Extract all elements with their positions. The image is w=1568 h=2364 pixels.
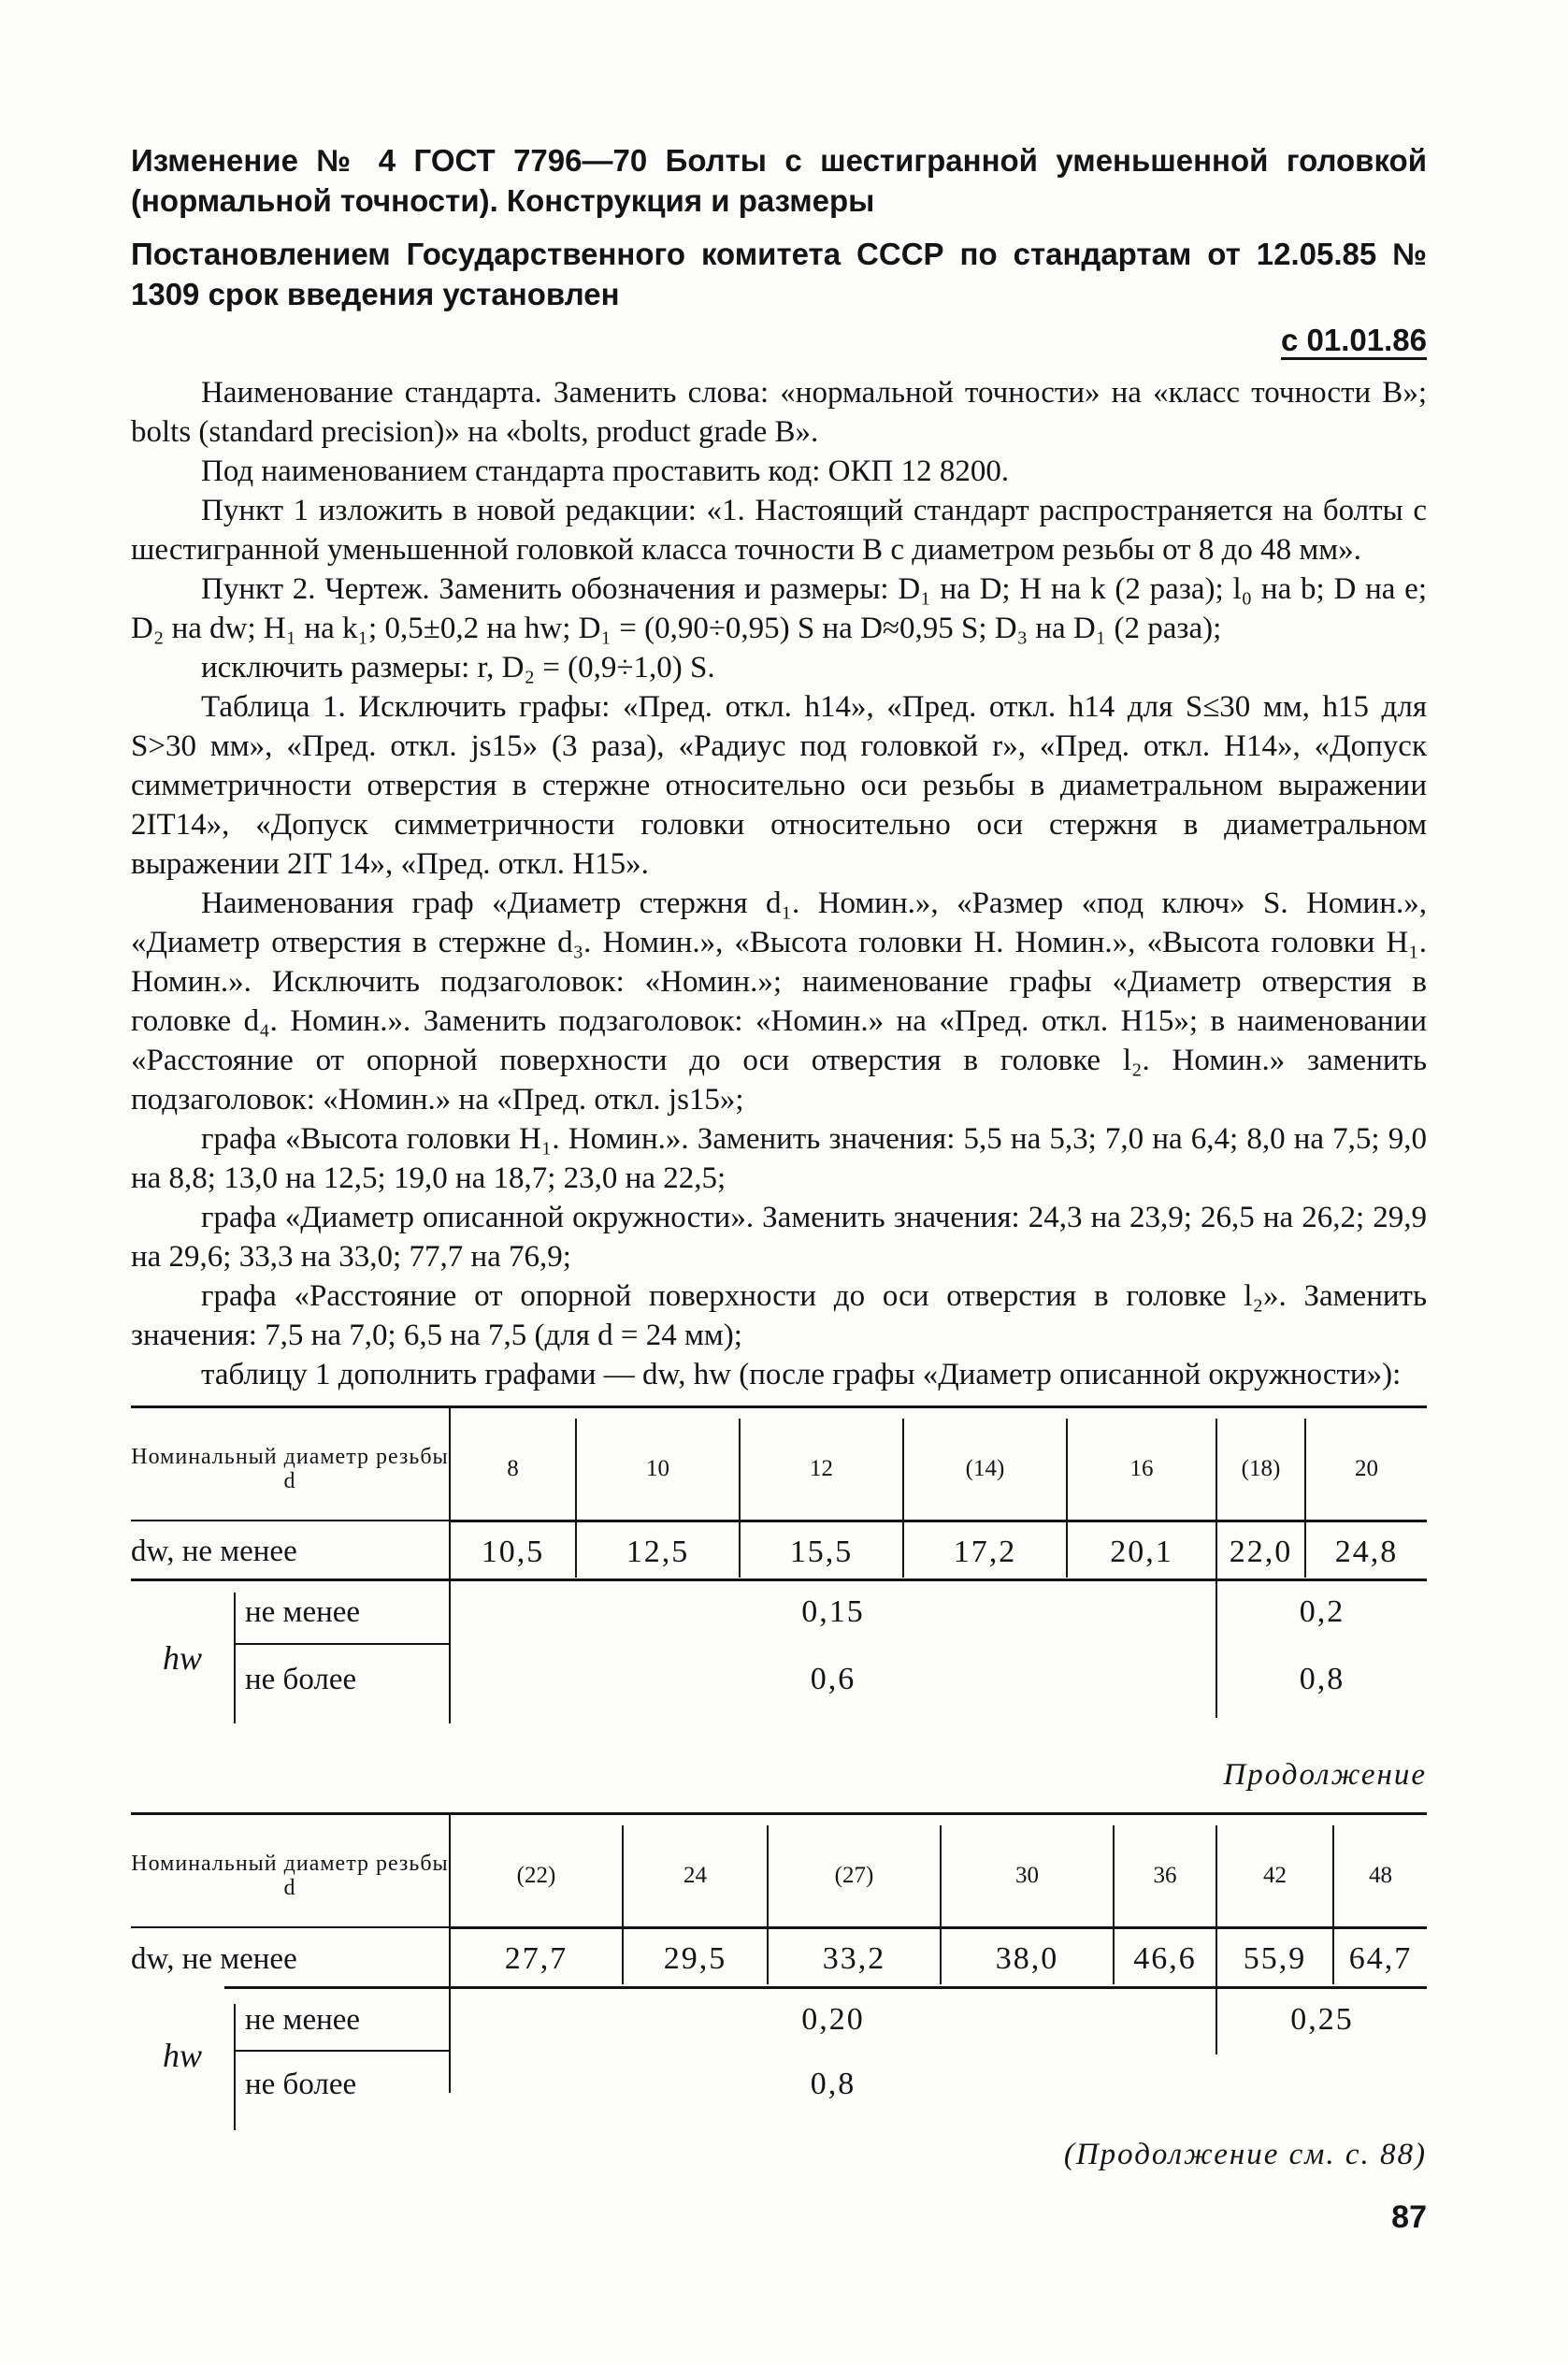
hw-min-label: не менее (245, 2002, 361, 2037)
paragraph: графа «Расстояние от опорной поверхности до оси отверстия в головке l₂». Заменить значения: 7,5 на 7,0; 6,5 на 7,5 (для d = 24 мм); (131, 1279, 1427, 1352)
diameter-cell: (18) (1241, 1456, 1281, 1481)
decree-text: Постановлением Государственного комитета СССР по стандартам от 12.05.85 № 1309 срок введения установлен (131, 237, 1427, 311)
hw-max-label: не более (245, 2067, 357, 2101)
continuation-note: (Продолжение см. с. 88) (1063, 2138, 1427, 2171)
hw-min-label: не менее (245, 1594, 361, 1629)
diameter-cell: 42 (1263, 1863, 1287, 1888)
dw-value: 55,9 (1243, 1941, 1307, 1976)
header-nominal-diameter: Номинальный диаметр резьбы d (131, 1445, 449, 1493)
hw-row-label: hw (162, 1639, 202, 1677)
hw-max-value: 0,8 (810, 2067, 856, 2101)
hw-min-value: 0,20 (801, 2002, 865, 2037)
page-number: 87 (1391, 2199, 1427, 2235)
header-nominal-diameter: Номинальный диаметр резьбы d (131, 1852, 449, 1900)
hw-min-value: 0,25 (1290, 2002, 1354, 2037)
dw-value: 64,7 (1348, 1941, 1413, 1976)
diameter-cell: 36 (1153, 1863, 1177, 1888)
paragraph: Пункт 2. Чертеж. Заменить обозначения и размеры: D₁ на D; H на k (2 раза); l₀ на b; D на e; D₂ на dw; H₁ на k₁; 0,5±0,2 на hw; D₁ = (0,90÷0,95) S на D≈0,95 S; D₃ на D₁ (2 раза); (131, 572, 1427, 645)
hw-row-label: hw (162, 2037, 202, 2074)
diameter-cell: 48 (1369, 1863, 1392, 1888)
table-dw-hw-part1 (131, 1405, 1427, 1723)
dw-value: 22,0 (1229, 1534, 1293, 1569)
dw-value: 29,5 (663, 1941, 727, 1976)
paragraph: исключить размеры: r, D₂ = (0,9÷1,0) S. (201, 651, 715, 685)
paragraph: Наименование стандарта. Заменить слова: «нормальной точности» на «класс точности В»; bolts (standard precision)» на «bolts, product grade B». (131, 376, 1427, 449)
dw-value: 33,2 (822, 1941, 886, 1976)
dw-value: 15,5 (789, 1534, 854, 1569)
hw-min-value: 0,2 (1299, 1594, 1345, 1629)
dw-value: 17,2 (953, 1534, 1017, 1569)
dw-value: 20,1 (1110, 1534, 1173, 1569)
paragraph: графа «Диаметр описанной окружности». Заменить значения: 24,3 на 23,9; 26,5 на 26,2; 29,9 на 29,6; 33,3 на 33,0; 77,7 на 76,9; (131, 1201, 1427, 1274)
diameter-cell: (22) (516, 1863, 556, 1888)
amendment-title: Изменение № 4 ГОСТ 7796—70 Болты с шестигранной уменьшенной головкой (нормальной точности). Конструкция и размеры (131, 143, 1427, 218)
paragraph: графа «Высота головки H₁. Номин.». Заменить значения: 5,5 на 5,3; 7,0 на 6,4; 8,0 на 7,5; 9,0 на 8,8; 13,0 на 12,5; 19,0 на 18,7; 23,0 на 22,5; (131, 1122, 1427, 1195)
diameter-cell: 20 (1355, 1456, 1378, 1481)
hw-max-value: 0,8 (1299, 1662, 1345, 1696)
paragraph: Наименования граф «Диаметр стержня d₁. Номин.», «Размер «под ключ» S. Номин.», «Диаметр отверстия в стержне d₃. Номин.», «Высота головки H. Номин.», «Высота головки H₁. Номин.». Исключить подзаголовок: «Номин.»; наименование графы «Диаметр отверстия в головке d₄. Номин.». Заменить подзаголовок: «Номин.» на «Пред. откл. H15»; в наименовании «Расстояние от опорной поверхности до оси отверстия в головке l₂. Номин.» заменить подзаголовок: «Номин.» на «Пред. откл. js15»; (131, 886, 1427, 1117)
document-page (131, 140, 1427, 1394)
hw-max-label: не более (245, 1662, 357, 1696)
effective-date: с 01.01.86 (131, 320, 1427, 360)
hw-min-value: 0,15 (801, 1594, 865, 1629)
dw-value: 38,0 (995, 1941, 1059, 1976)
dw-row-label: dw, не менее (131, 1941, 297, 1976)
diameter-cell: (27) (834, 1863, 874, 1888)
diameter-cell: 16 (1129, 1456, 1154, 1481)
dw-value: 10,5 (481, 1534, 545, 1569)
paragraph: Под наименованием стандарта проставить код: ОКП 12 8200. (201, 454, 1010, 488)
diameter-cell: 10 (646, 1456, 669, 1481)
body-text (131, 373, 1427, 1394)
dw-value: 46,6 (1133, 1941, 1197, 1976)
dw-row-label: dw, не менее (131, 1535, 297, 1568)
continuation-title: Продолжение (1223, 1758, 1427, 1792)
diameter-cell: 24 (683, 1863, 707, 1888)
diameter-cell: 30 (1015, 1863, 1039, 1888)
table-dw-hw-part2 (131, 1812, 1427, 2130)
paragraph: Пункт 1 изложить в новой редакции: «1. Настоящий стандарт распространяется на болты с шестигранной уменьшенной головкой класса точности В с диаметром резьбы от 8 до 48 мм». (131, 494, 1427, 567)
hw-max-value: 0,6 (810, 1662, 856, 1696)
diameter-cell: 12 (810, 1456, 833, 1481)
dw-value: 12,5 (626, 1534, 690, 1569)
diameter-cell: (14) (965, 1456, 1005, 1481)
paragraph: Таблица 1. Исключить графы: «Пред. откл. h14», «Пред. откл. h14 для S≤30 мм, h15 для S>30 мм», «Пред. откл. js15» (3 раза), «Радиус под головкой r», «Пред. откл. H14», «Допуск симметричности отверстия в стержне относительно оси резьбы в диаметральном выражении 2IT14», «Допуск симметричности головки относительно оси стержня в диаметральном выражении 2IT 14», «Пред. откл. H15». (131, 690, 1427, 881)
diameter-cell: 8 (507, 1456, 519, 1481)
paragraph: таблицу 1 дополнить графами — dw, hw (после графы «Диаметр описанной окружности»): (201, 1358, 1402, 1391)
dw-value: 24,8 (1334, 1534, 1399, 1569)
dw-value: 27,7 (504, 1941, 568, 1976)
